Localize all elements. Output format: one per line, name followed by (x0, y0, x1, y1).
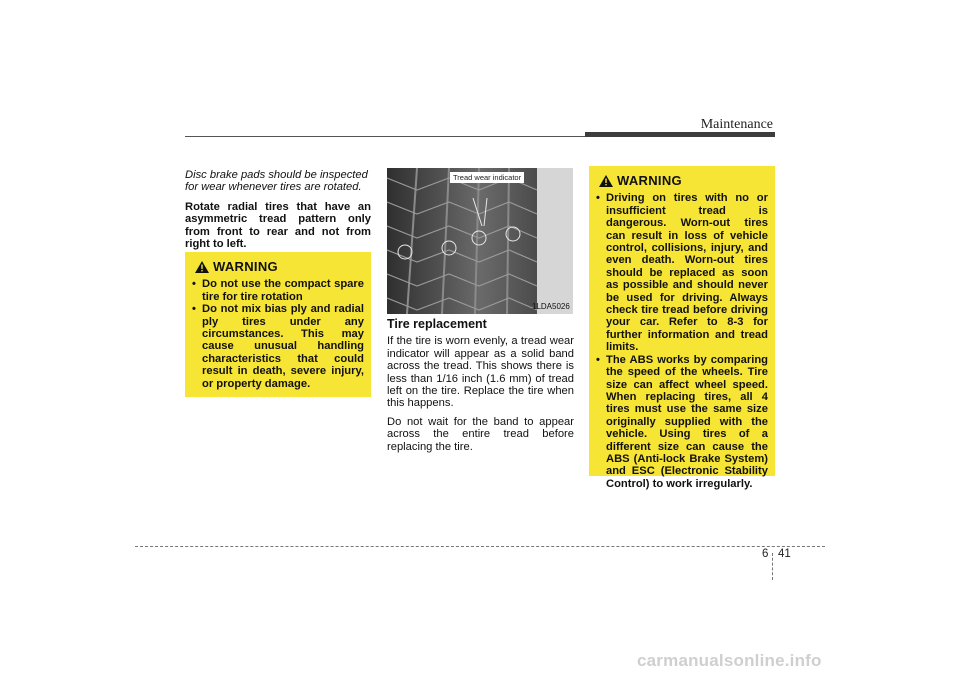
footer-rule (135, 546, 825, 547)
warning-item: • Do not use the compact spare tire for tire rotation (191, 278, 364, 303)
warning-box-right (589, 166, 775, 490)
section-title: Maintenance (700, 117, 773, 132)
tire-replacement-heading: Tire replacement (387, 317, 487, 331)
warning-triangle-icon (195, 261, 209, 273)
header-rule (185, 136, 585, 137)
brake-pad-note: Disc brake pads should be inspected for wear whenever tires are rotated. (185, 169, 368, 194)
figure-code: 1LDA5026 (532, 302, 570, 311)
left-column (185, 169, 371, 250)
chapter-number: 6 (762, 548, 769, 560)
tire-replacement-para: Do not wait for the band to appear across the entire tread before replacing the tire. (387, 415, 574, 453)
page-index: 41 (778, 548, 791, 560)
tire-replacement-section (387, 318, 574, 459)
warning-triangle-icon (599, 175, 613, 187)
tire-replacement-para: If the tire is worn evenly, a tread wear indicator will appear as a solid band across the tread. This shows there is less than 1/16 inch (1.6 mm) of tread left on the tire. Replace the tire when this happens. (387, 335, 574, 410)
warning-header (185, 261, 371, 273)
warning-header (589, 175, 775, 187)
warning-item: • Do not mix bias ply and radial ply tires under any circumstances. This may cause unusual handling characteristics that could result in death, severe injury, or property damage. (191, 303, 364, 390)
tire-tread-photo (387, 168, 573, 314)
page-number (762, 548, 791, 560)
warning-title: WARNING (213, 259, 278, 274)
warning-title: WARNING (617, 173, 682, 188)
warning-box-left (185, 252, 371, 397)
warning-item: • The ABS works by comparing the speed of the wheels. Tire size can affect wheel speed. When replacing tires, all 4 tires must use the same size originally supplied with the vehicle. Using tires of a different size can cause the ABS (Anti-lock Brake System) and ESC (Electronic Stability Control) to work irregularly. (595, 354, 768, 490)
watermark: carmanualsonline.info (637, 651, 822, 670)
header-rule-accent (585, 132, 775, 137)
page-number-divider (772, 553, 773, 580)
tread-wear-indicator-label: Tread wear indicator (450, 172, 524, 183)
rotation-instruction: Rotate radial tires that have an asymmetric tread pattern only from front to rear and not from right to left. (185, 200, 371, 251)
warning-item: • Driving on tires with no or insufficient tread is dangerous. Worn-out tires can result in loss of vehicle control, collisions, injury, and even death. Worn-out tires should be replaced as soon as possible and should never be used for driving. Always check tire tread before driving your car. Refer to 8-3 for further information and tread limits. (595, 192, 768, 353)
